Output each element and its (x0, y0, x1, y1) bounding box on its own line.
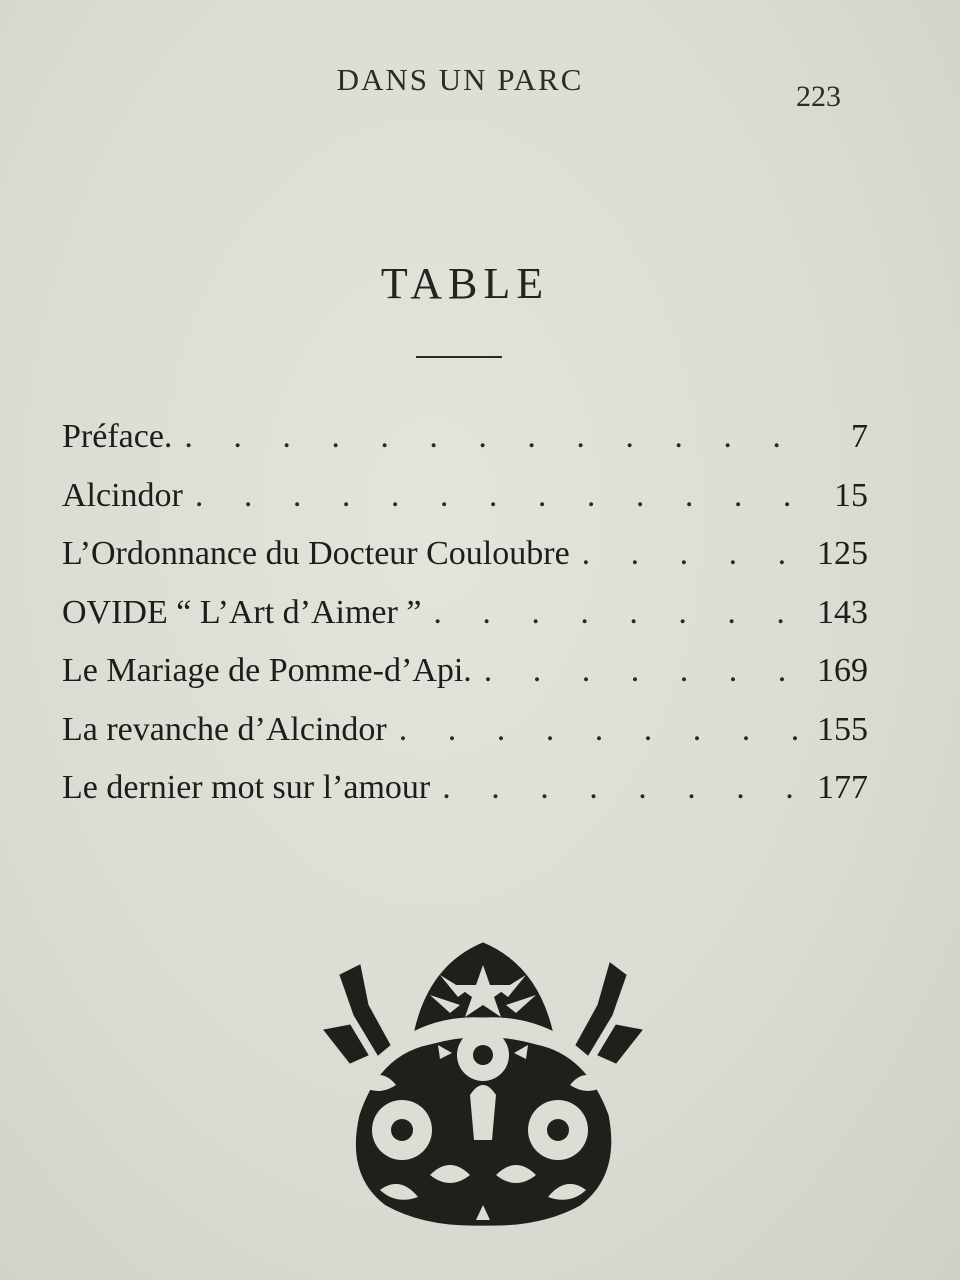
toc-entry-title: OVIDE “ L’Art d’Aimer ” (62, 593, 422, 631)
dot-leader (433, 594, 799, 632)
toc-entry-title: Alcindor (62, 476, 183, 514)
table-of-contents (62, 418, 868, 828)
toc-entry[interactable] (62, 652, 868, 711)
toc-entry-page: 177 (817, 769, 868, 806)
dot-leader (399, 711, 799, 749)
toc-entry[interactable] (62, 594, 868, 653)
dot-leader (195, 477, 802, 515)
toc-entry[interactable] (62, 769, 868, 828)
toc-entry-page: 143 (817, 593, 868, 631)
toc-entry[interactable] (62, 477, 868, 536)
toc-entry-page: 125 (817, 535, 868, 572)
toc-entry-title: La revanche d’Alcindor (62, 710, 387, 748)
toc-entry-page: 7 (851, 418, 868, 455)
dot-leader (484, 652, 799, 690)
dot-leader (582, 535, 799, 573)
toc-entry-title: Le Mariage de Pomme-d’Api. (62, 652, 472, 689)
floral-star-woodcut-icon (320, 935, 646, 1230)
toc-entry-title: Le dernier mot sur l’amour (62, 769, 431, 806)
toc-entry-page: 15 (834, 476, 868, 514)
running-head: DANS UN PARC (336, 62, 584, 97)
toc-entry-title: L’Ordonnance du Docteur Couloubre (62, 535, 570, 572)
toc-entry-page: 155 (817, 710, 868, 748)
toc-entry[interactable] (62, 418, 868, 477)
dot-leader (184, 418, 802, 456)
page-number: 223 (796, 80, 841, 113)
toc-entry-page: 169 (817, 652, 868, 689)
toc-entry[interactable] (62, 711, 868, 770)
toc-entry-title: Préface. (62, 418, 173, 455)
page-title: TABLE (380, 259, 550, 308)
toc-entry[interactable] (62, 535, 868, 594)
dot-leader (442, 769, 799, 807)
title-rule-divider (416, 356, 502, 358)
